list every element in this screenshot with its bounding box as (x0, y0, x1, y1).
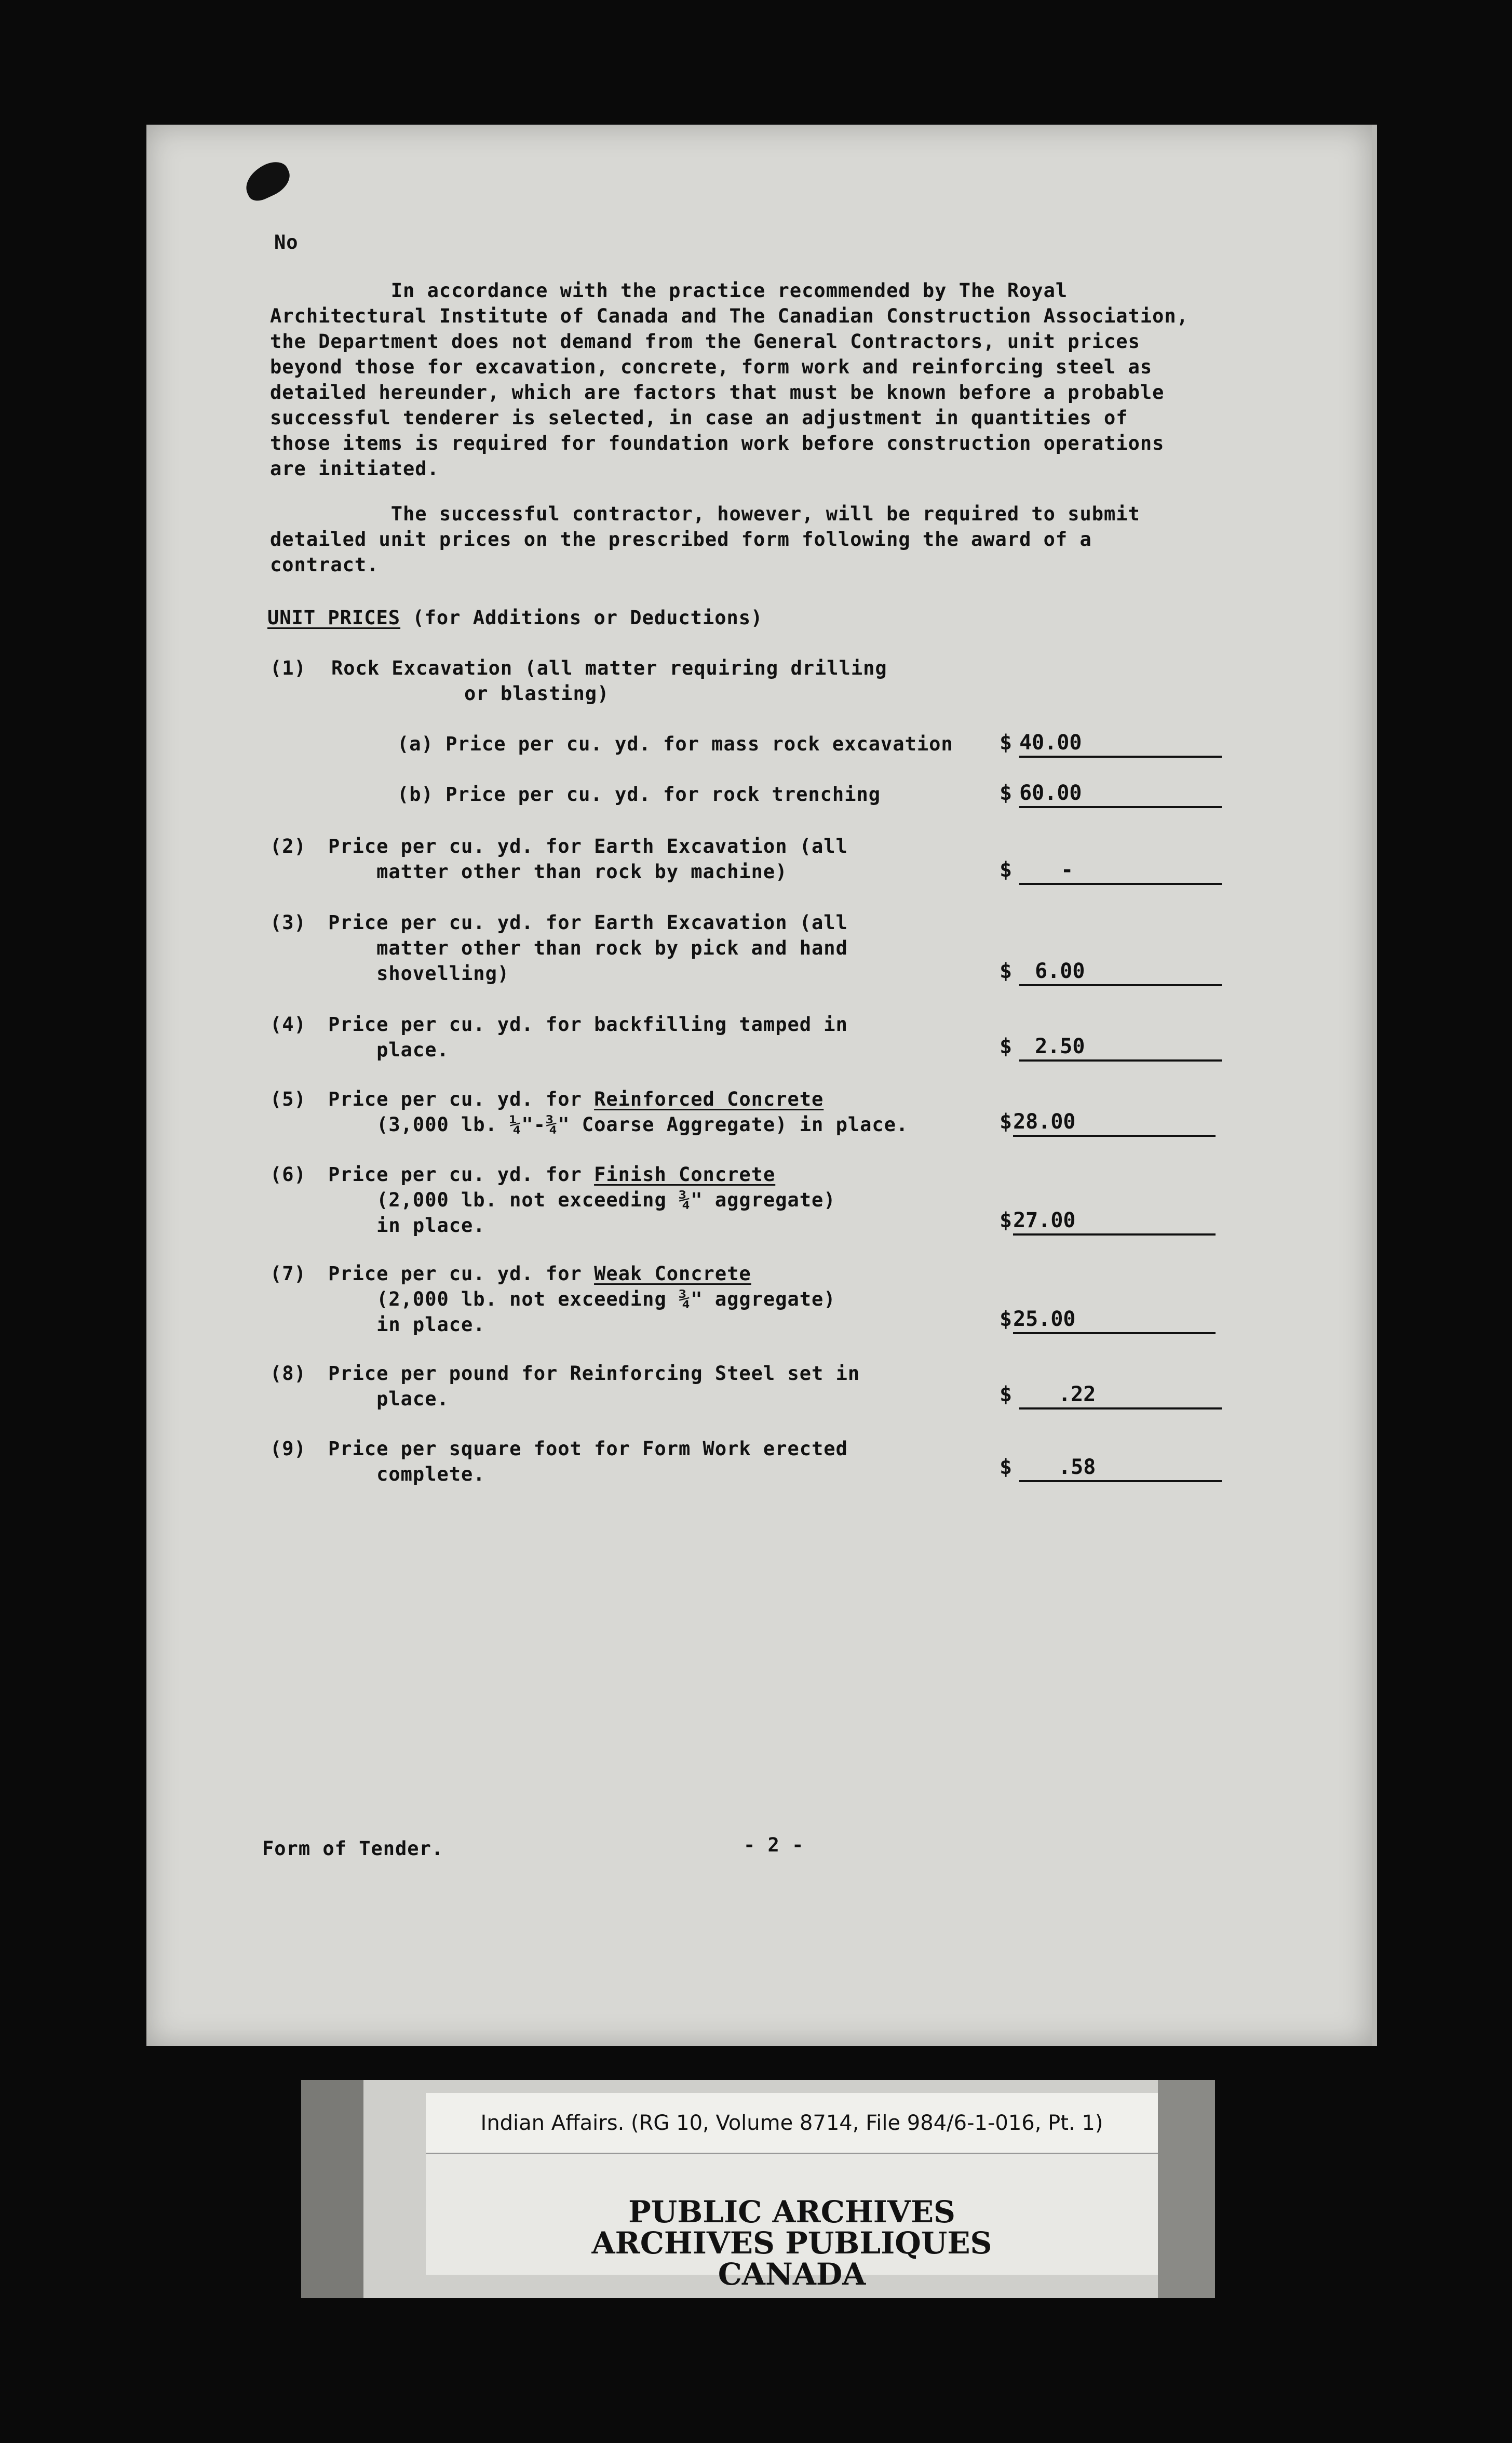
page-number: - 2 - (744, 1834, 804, 1856)
item-text-underlined: Weak Concrete (594, 1263, 751, 1285)
unit-prices-title: UNIT PRICES (267, 607, 401, 629)
price-field-7 (1000, 1306, 1216, 1334)
item-text: matter other than rock by machine) (328, 861, 788, 883)
item-number: (6) (270, 1163, 306, 1186)
label-holder-right (1158, 2080, 1215, 2298)
item-text: Price per pound for Reinforcing Steel set in (328, 1362, 860, 1385)
intro-line: are initiated. (270, 458, 439, 480)
form-of-tender-footer: Form of Tender. (262, 1837, 444, 1860)
item-text: Price per square foot for Form Work erected (328, 1438, 848, 1460)
item-text: Price per cu. yd. for Earth Excavation (all (328, 911, 848, 934)
intro-line: successful tenderer is selected, in case an adjustment in quantities of (270, 407, 1128, 429)
item-number: (3) (270, 911, 306, 934)
currency-sign: $ (1000, 731, 1013, 755)
item-text (328, 1162, 775, 1187)
intro-line: beyond those for excavation, concrete, form work and reinforcing steel as (270, 356, 1153, 378)
item-text-underlined: Finish Concrete (594, 1163, 776, 1186)
intro-line: detailed hereunder, which are factors that must be known before a probable (270, 381, 1165, 404)
intro-line: contract. (270, 554, 379, 576)
price-value: 60.00 (1019, 780, 1222, 808)
price-field-9 (1000, 1454, 1222, 1482)
price-field-5 (1000, 1109, 1216, 1137)
intro-line: detailed unit prices on the prescribed form following the award of a (270, 528, 1092, 551)
item-text-pre: Price per cu. yd. for (328, 1088, 595, 1110)
item-text: Price per cu. yd. for backfilling tamped in (328, 1013, 848, 1036)
item-text: (2,000 lb. not exceeding ¾" aggregate) (328, 1288, 836, 1310)
intro-line: The successful contractor, however, will be required to submit (270, 503, 1140, 525)
item-text: (a) Price per cu. yd. for mass rock excavation (397, 733, 953, 755)
item-text: in place. (328, 1313, 485, 1336)
price-value: 6.00 (1019, 958, 1222, 986)
price-value: 2.50 (1019, 1033, 1222, 1062)
price-field-1a (1000, 730, 1222, 758)
item-text: matter other than rock by pick and hand (328, 937, 848, 959)
currency-sign: $ (1000, 1455, 1013, 1479)
currency-sign: $ (1000, 858, 1013, 882)
price-field-2 (1000, 857, 1222, 885)
intro-line: the Department does not demand from the General Contractors, unit prices (270, 330, 1140, 353)
price-field-6 (1000, 1207, 1216, 1236)
item-text: in place. (328, 1214, 485, 1237)
item-text-pre: Price per cu. yd. for (328, 1263, 595, 1285)
price-field-1b (1000, 780, 1222, 808)
item-text: (3,000 lb. ¼"-¾" Coarse Aggregate) in place. (328, 1113, 909, 1136)
header-mark: No (274, 231, 299, 253)
price-field-3 (1000, 958, 1222, 986)
archive-stamp-line2: ARCHIVES PUBLIQUES (591, 2225, 992, 2261)
label-holder-left (301, 2080, 363, 2298)
item-number: (4) (270, 1013, 306, 1036)
archive-reference: Indian Affairs. (RG 10, Volume 8714, File 984/6-1-016, Pt. 1) (480, 2111, 1103, 2135)
item-text: Price per cu. yd. for Earth Excavation (all (328, 835, 848, 857)
item-text: complete. (328, 1463, 485, 1485)
item-text: shovelling) (328, 962, 510, 985)
item-text: place. (328, 1039, 449, 1061)
item-number: (7) (270, 1263, 306, 1285)
currency-sign: $ (1000, 1035, 1013, 1058)
price-value: 28.00 (1013, 1109, 1216, 1137)
unit-prices-heading (267, 605, 763, 630)
price-value: .22 (1019, 1381, 1222, 1410)
item-number: (9) (270, 1438, 306, 1460)
item-text: place. (328, 1388, 449, 1410)
archive-stamp-line3: CANADA (718, 2257, 866, 2292)
archive-stamp-line1: PUBLIC ARCHIVES (628, 2194, 955, 2230)
unit-prices-note: (for Additions or Deductions) (400, 607, 763, 629)
item-text-pre: Price per cu. yd. for (328, 1163, 595, 1186)
price-value: - (1019, 857, 1222, 885)
price-value: 40.00 (1019, 730, 1222, 758)
item-number: (1) (270, 657, 306, 679)
currency-sign: $ (1000, 1209, 1013, 1232)
item-number: (2) (270, 835, 306, 857)
item-text: (2,000 lb. not exceeding ¾" aggregate) (328, 1189, 836, 1211)
item-text: (b) Price per cu. yd. for rock trenching (397, 783, 881, 806)
price-value: 25.00 (1013, 1306, 1216, 1334)
price-field-8 (1000, 1381, 1222, 1410)
item-text (328, 1261, 751, 1286)
currency-sign: $ (1000, 1382, 1013, 1406)
item-number: (5) (270, 1088, 306, 1110)
item-text: or blasting) (331, 682, 610, 705)
currency-sign: $ (1000, 959, 1013, 983)
item-text: Rock Excavation (all matter requiring drilling (331, 657, 887, 679)
currency-sign: $ (1000, 1307, 1013, 1331)
currency-sign: $ (1000, 1110, 1013, 1134)
item-text (328, 1086, 824, 1112)
price-value: 27.00 (1013, 1207, 1216, 1236)
currency-sign: $ (1000, 781, 1013, 805)
item-text-underlined: Reinforced Concrete (594, 1088, 824, 1110)
intro-line: Architectural Institute of Canada and The Canadian Construction Association, (270, 305, 1189, 327)
intro-line: In accordance with the practice recommended by The Royal (270, 279, 1068, 302)
intro-line: those items is required for foundation work before construction operations (270, 432, 1165, 454)
item-number: (8) (270, 1362, 306, 1385)
price-value: .58 (1019, 1454, 1222, 1482)
price-field-4 (1000, 1033, 1222, 1062)
